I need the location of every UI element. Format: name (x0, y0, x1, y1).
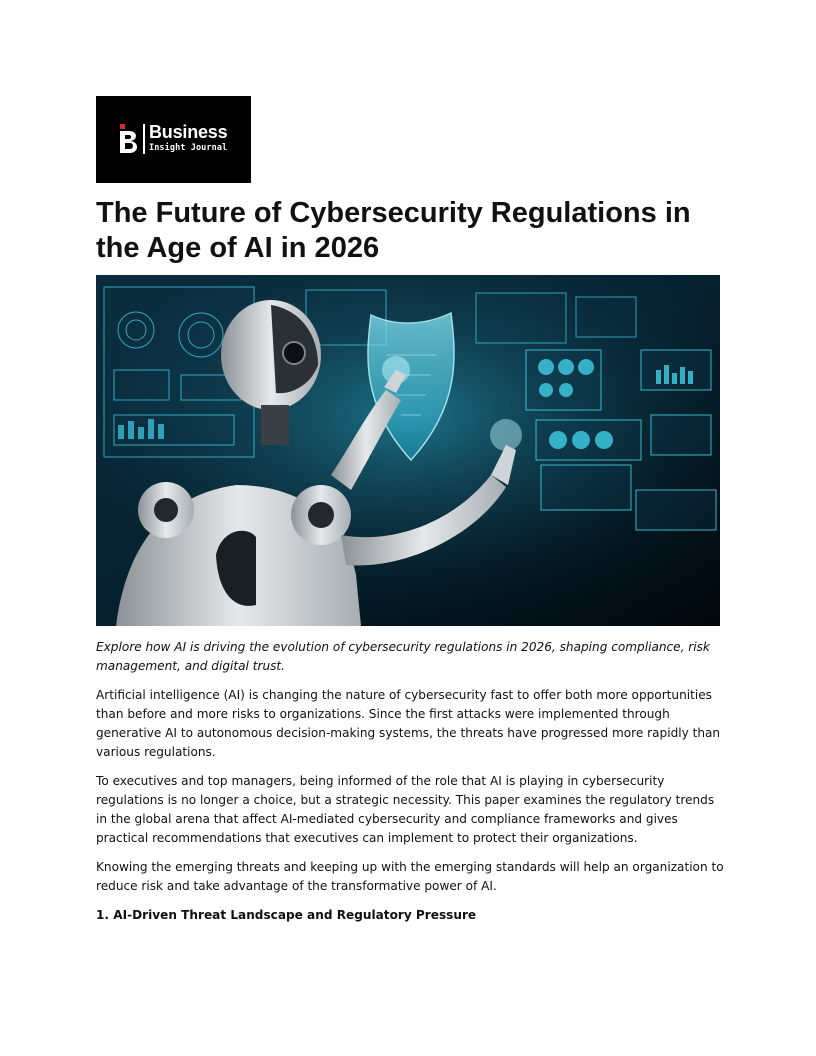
article-paragraph: Knowing the emerging threats and keeping up with the emerging standards will help an organization to reduce risk and take advantage of the transformative power of AI. (96, 860, 724, 893)
article-paragraph: To executives and top managers, being informed of the role that AI is playing in cybersecurity regulations is no longer a choice, but a strategic necessity. This paper examines the regulatory trends in the global arena that affect AI-mediated cybersecurity and compliance frameworks and gives practical recommendations that executives can implement to protect their organizations. (96, 774, 715, 845)
article-paragraph: Artificial intelligence (AI) is changing the nature of cybersecurity fast to offer both more opportunities than before and more risks to organizations. Since the first attacks were implemented through generative AI to autonomous decision-making systems, the threats have progressed more rapidly than various regulations. (96, 688, 721, 759)
article-lead: Explore how AI is driving the evolution of cybersecurity regulations in 2026, shaping compliance, risk management, and digital trust. (96, 640, 710, 673)
section-heading: 1. AI-Driven Threat Landscape and Regulatory Pressure (96, 908, 477, 922)
publication-logo[interactable] (96, 96, 251, 183)
logo-b-mark-icon (118, 124, 140, 154)
article-body (96, 638, 724, 925)
logo-name: Business (149, 122, 228, 142)
logo-subname: Insight Journal (149, 143, 228, 153)
logo-divider (143, 124, 145, 154)
article-title: The Future of Cybersecurity Regulations in the Age of AI in 2026 (96, 197, 691, 264)
hero-image-robot-cybersecurity (96, 275, 720, 626)
